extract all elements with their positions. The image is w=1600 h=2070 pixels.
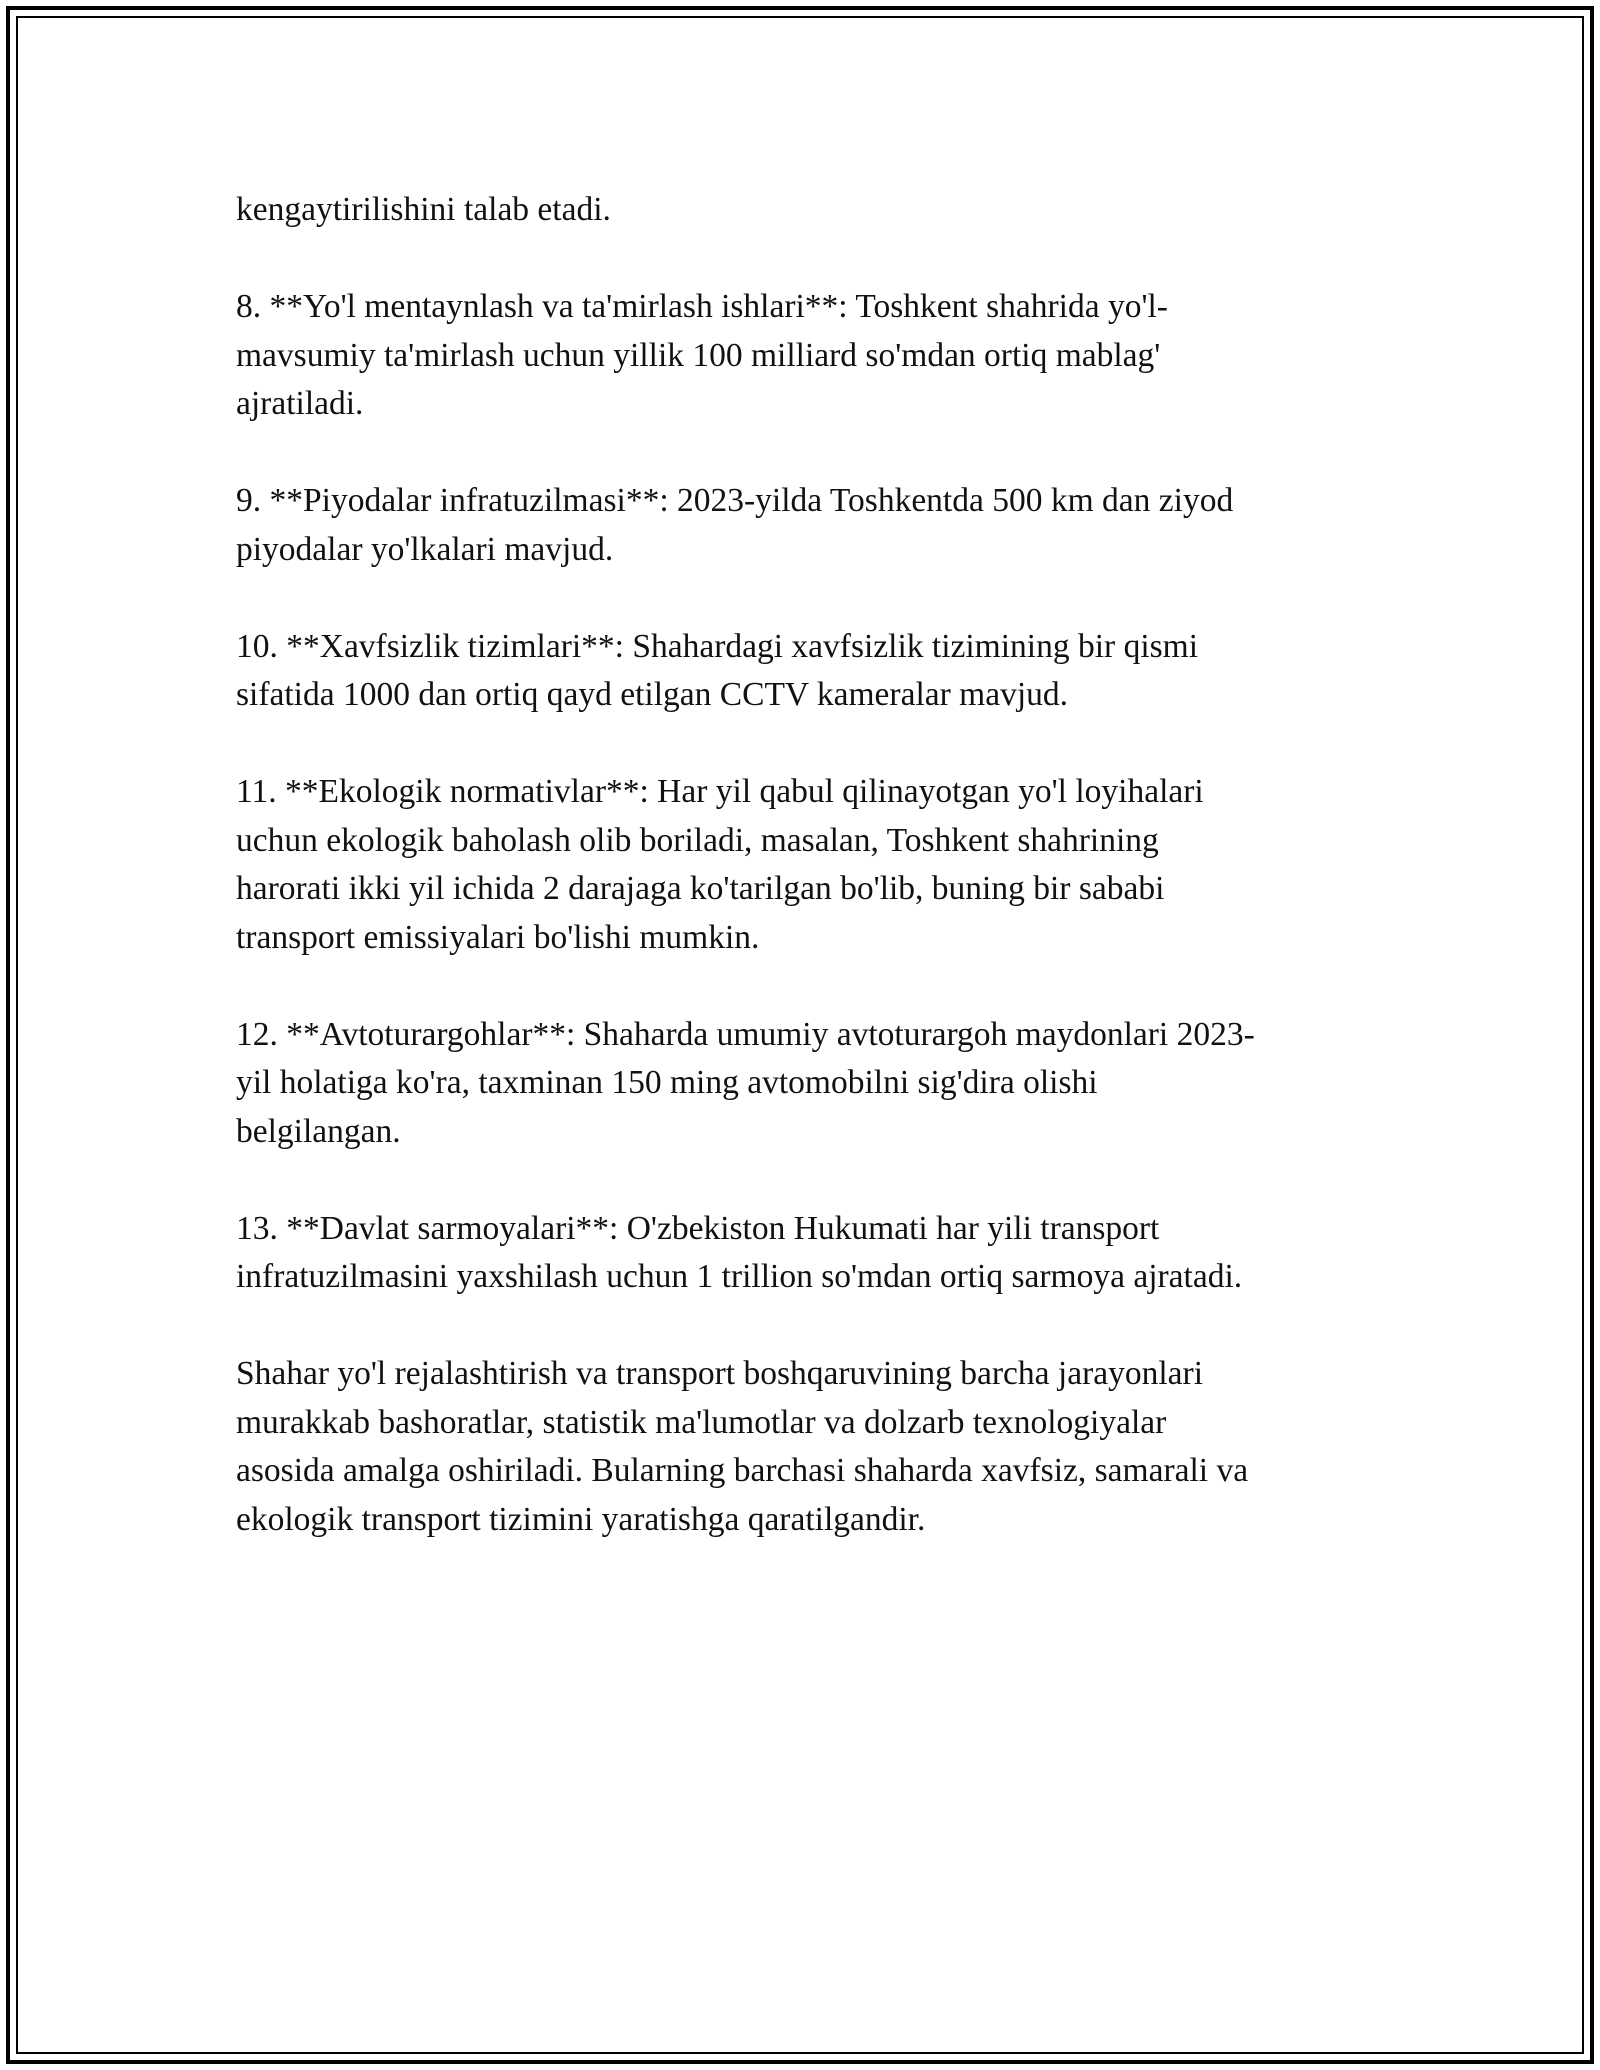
list-item-10-security-systems: 10. **Xavfsizlik tizimlari**: Shahardagi xavfsizlik tizimining bir qismi sifatida 1000 dan ortiq qayd etilgan CCTV kameralar mavjud. bbox=[236, 627, 1199, 713]
list-item-11-ecological-norms: 11. **Ekologik normativlar**: Har yil qabul qilinayotgan yo'l loyihalari uchun ekologik baholash olib boriladi, masalan, Toshkent shahrining harorati ikki yil ichida 2 darajaga ko'tarilgan bo'lib, buning bir sababi transport emissiyalari bo'lishi mumkin. bbox=[236, 773, 1204, 956]
list-item-9-pedestrian-infrastructure: 9. **Piyodalar infratuzilmasi**: 2023-yilda Toshkentda 500 km dan ziyod piyodalar yo'lkalari mavjud. bbox=[236, 482, 1234, 568]
document-body bbox=[236, 186, 1366, 1593]
list-item-8-road-maintenance: 8. **Yo'l mentaynlash va ta'mirlash ishlari**: Toshkent shahrida yo'l- mavsumiy ta'mirlash uchun yillik 100 milliard so'mdan ortiq mablag' ajratiladi. bbox=[236, 288, 1168, 422]
list-item-13-state-investment: 13. **Davlat sarmoyalari**: O'zbekiston Hukumati har yili transport infratuzilmasini yaxshilash uchun 1 trillion so'mdan ortiq sarmoya ajratadi. bbox=[236, 1209, 1243, 1295]
list-item-12-parking: 12. **Avtoturargohlar**: Shaharda umumiy avtoturargoh maydonlari 2023- yil holatiga ko'ra, taxminan 150 ming avtomobilni sig'dira olishi belgilangan. bbox=[236, 1015, 1255, 1150]
paragraph-continuation: kengaytirilishini talab etadi. bbox=[236, 191, 611, 228]
paragraph-conclusion: Shahar yo'l rejalashtirish va transport boshqaruvining barcha jarayonlari murakkab bashoratlar, statistik ma'lumotlar va dolzarb texnologiyalar asosida amalga oshiriladi. Bularning barchasi shaharda xavfsiz, samarali va ekologik transport tizimini yaratishga qaratilgandir. bbox=[236, 1355, 1249, 1538]
